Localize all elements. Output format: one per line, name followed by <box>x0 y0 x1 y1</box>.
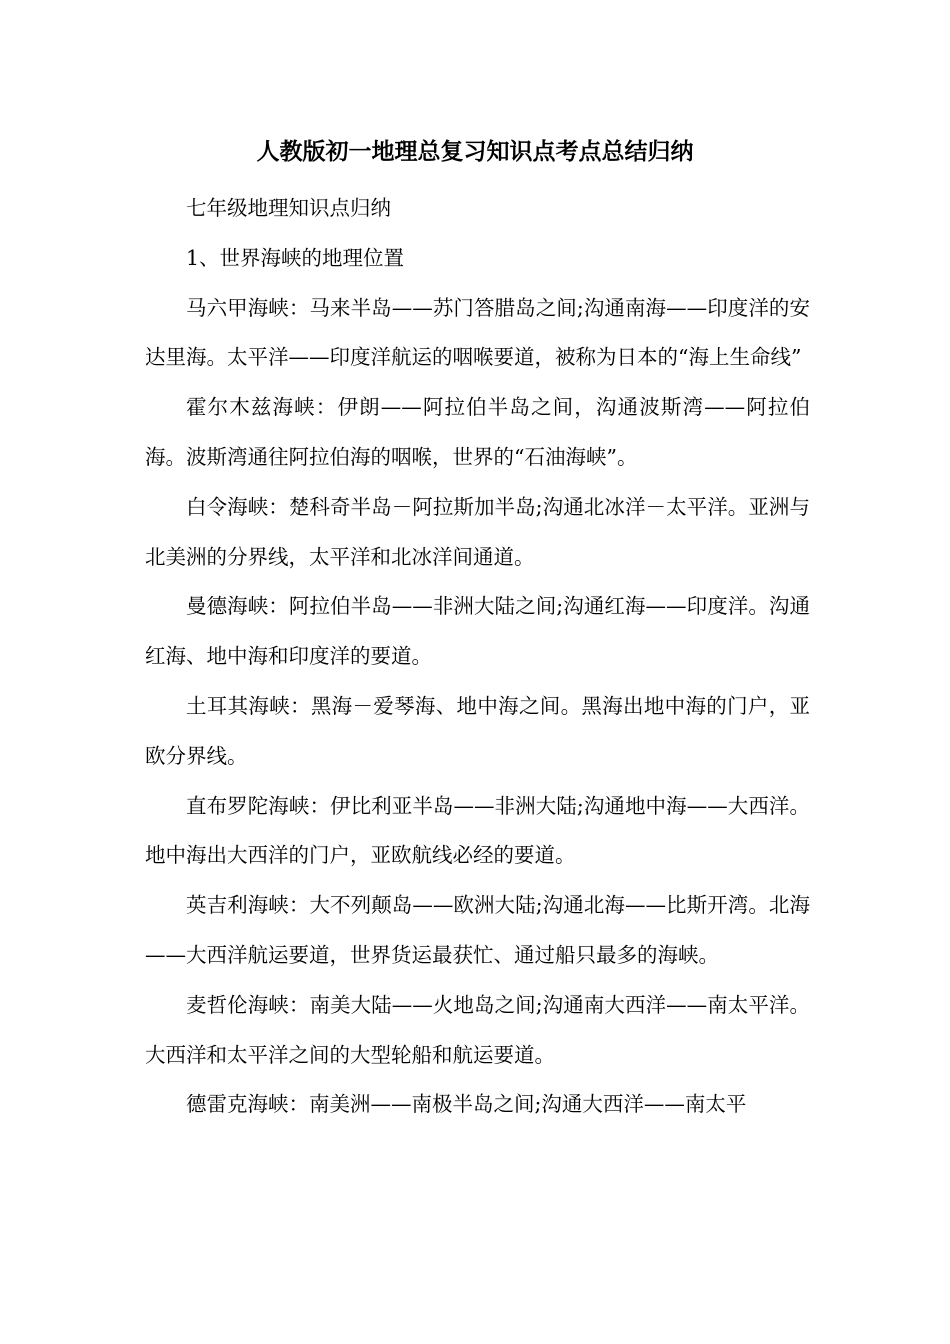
paragraph-drake: 德雷克海峡：南美洲——南极半岛之间;沟通大西洋——南太平 <box>186 1092 747 1117</box>
subsection-heading: 1、世界海峡的地理位置 <box>186 245 405 270</box>
paragraph-turkish: 土耳其海峡：黑海－爱琴海、地中海之间。黑海出地中海的门户，亚欧分界线。 <box>145 693 810 768</box>
section-heading: 七年级地理知识点归纳 <box>186 196 391 220</box>
paragraph-gibraltar: 直布罗陀海峡：伊比利亚半岛——非洲大陆;沟通地中海——大西洋。地中海出大西洋的门户，亚欧航线必经的要道。 <box>145 793 810 868</box>
paragraph-magellan: 麦哲伦海峡：南美大陆——火地岛之间;沟通南大西洋——南太平洋。大西洋和太平洋之间的大型轮船和航运要道。 <box>145 992 810 1067</box>
paragraph-english-channel: 英吉利海峡：大不列颠岛——欧洲大陆;沟通北海——比斯开湾。北海——大西洋航运要道，世界货运最获忙、通过船只最多的海峡。 <box>145 893 810 967</box>
paragraph-hormuz: 霍尔木兹海峡：伊朗——阿拉伯半岛之间，沟通波斯湾——阿拉伯海。波斯湾通往阿拉伯海的咽喉，世界的“石油海峡”。 <box>145 395 810 469</box>
document-title: 人教版初一地理总复习知识点考点总结归纳 <box>256 139 694 165</box>
paragraph-mandeb: 曼德海峡：阿拉伯半岛——非洲大陆之间;沟通红海——印度洋。沟通红海、地中海和印度洋的要道。 <box>145 594 810 669</box>
paragraph-malacca: 马六甲海峡：马来半岛——苏门答腊岛之间;沟通南海——印度洋的安达里海。太平洋——印度洋航运的咽喉要道，被称为日本的“海上生命线” <box>145 295 810 370</box>
paragraph-bering: 白令海峡：楚科奇半岛－阿拉斯加半岛;沟通北冰洋－太平洋。亚洲与北美洲的分界线，太平洋和北冰洋间通道。 <box>145 494 810 569</box>
document-body <box>145 184 810 1130</box>
